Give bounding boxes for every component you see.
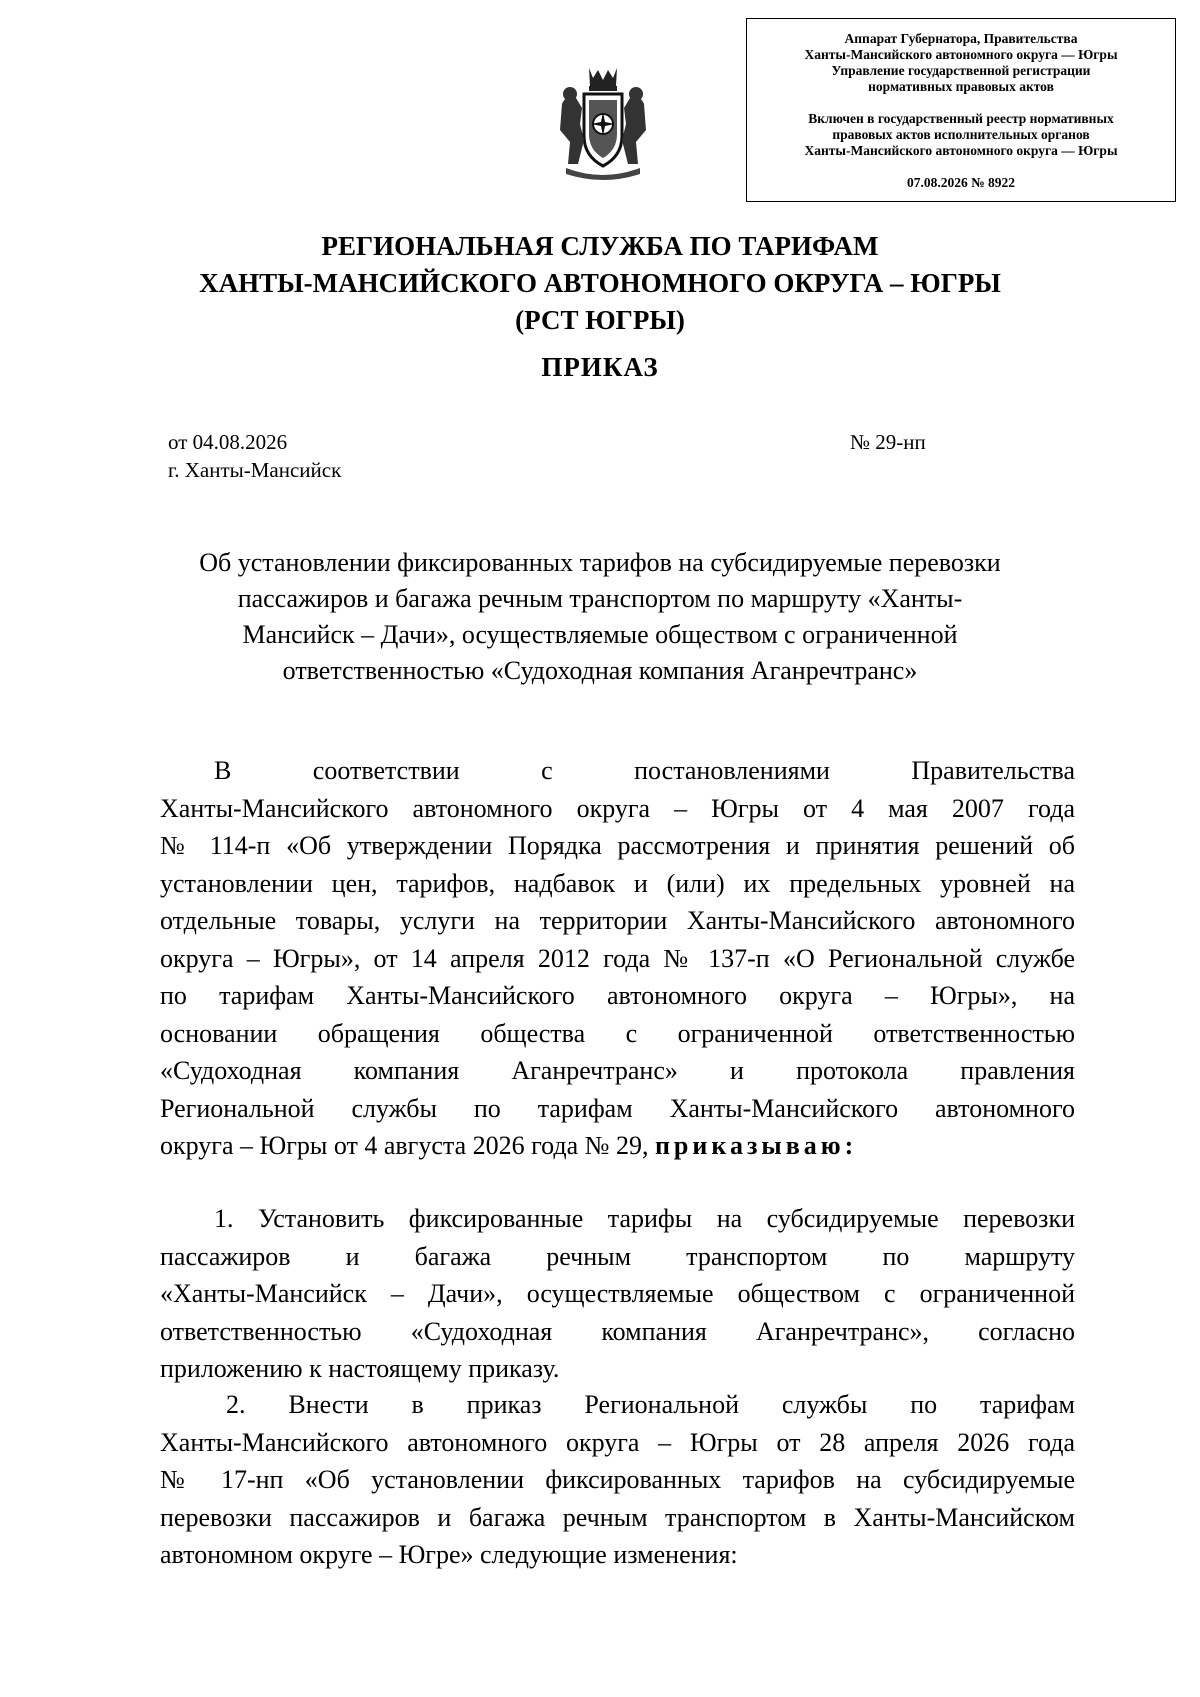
paragraph-line: округа – Югры», от 14 апреля 2012 года № 137-п «О Региональной службе [160, 943, 1075, 973]
coat-of-arms-emblem [556, 64, 650, 182]
item-2-paragraph [160, 1386, 1075, 1574]
paragraph-line-text: округа – Югры от 4 августа 2026 года № 29, [160, 1131, 649, 1160]
order-city: г. Ханты-Мансийск [168, 458, 342, 482]
paragraph-line: основании обращения общества с ограниченной ответственностью [160, 1018, 1075, 1048]
decree-word: приказываю: [654, 1131, 858, 1160]
agency-line: РЕГИОНАЛЬНАЯ СЛУЖБА ПО ТАРИФАМ [321, 231, 879, 261]
stamp-line: Ханты-Мансийского автономного округа — Югры [804, 143, 1118, 158]
paragraph-line [160, 1127, 1075, 1165]
item-1-paragraph [160, 1200, 1075, 1388]
subject-line: Мансийск – Дачи», осуществляемые обществом с ограниченной [242, 620, 958, 649]
registration-stamp [746, 18, 1176, 202]
subject-line: пассажиров и багажа речным транспортом по маршруту «Ханты- [237, 584, 963, 613]
stamp-line: Ханты-Мансийского автономного округа — Югры [804, 47, 1118, 62]
registration-date-number: 07.08.2026 № 8922 [906, 175, 1016, 190]
paragraph-line: 2. Внести в приказ Региональной службы по тарифам [226, 1390, 1075, 1419]
agency-line: ХАНТЫ-МАНСИЙСКОГО АВТОНОМНОГО ОКРУГА – ЮГРЫ [199, 268, 1001, 298]
paragraph-line: перевозки пассажиров и багажа речным транспортом в Ханты-Мансийском [160, 1502, 1075, 1532]
paragraph-line: 1. Установить фиксированные тарифы на субсидируемые перевозки [214, 1204, 1075, 1233]
stamp-line: правовых актов исполнительных органов [832, 127, 1090, 142]
paragraph-line: «Судоходная компания Аганречтранс» и протокола правления [160, 1056, 1075, 1085]
subject-line: ответственностью «Судоходная компания Аганречтранс» [282, 656, 918, 685]
agency-name [0, 228, 1200, 339]
paragraph-line: Региональной службы по тарифам Ханты-Мансийского автономного [160, 1093, 1075, 1123]
preamble-paragraph [160, 752, 1075, 1165]
paragraph-line: автономном округе – Югре» следующие изменения: [160, 1540, 738, 1569]
paragraph-line: № 114-п «Об утверждении Порядка рассмотрения и принятия решений об [160, 831, 1075, 860]
paragraph-line: В соответствии с постановлениями Правительства [214, 756, 1075, 785]
order-number: № 29-нп [850, 430, 926, 454]
document-type-heading: ПРИКАЗ [541, 352, 659, 382]
stamp-line: нормативных правовых актов [868, 79, 1054, 94]
stamp-line: Аппарат Губернатора, Правительства [844, 31, 1078, 46]
paragraph-line: Ханты-Мансийского автономного округа – Югры от 4 мая 2007 года [160, 793, 1075, 823]
paragraph-line: отдельные товары, услуги на территории Ханты-Мансийского автономного [160, 906, 1075, 935]
subject-line: Об установлении фиксированных тарифов на субсидируемые перевозки [199, 548, 1001, 577]
paragraph-line: ответственностью «Судоходная компания Аганречтранс», согласно [160, 1316, 1075, 1346]
paragraph-line: приложению к настоящему приказу. [160, 1354, 560, 1383]
paragraph-line: Ханты-Мансийского автономного округа – Югры от 28 апреля 2026 года [160, 1427, 1075, 1457]
order-subject [150, 545, 1050, 689]
paragraph-line: № 17-нп «Об установлении фиксированных тарифов на субсидируемые [160, 1465, 1075, 1494]
paragraph-line: пассажиров и багажа речным транспортом по маршруту [160, 1241, 1075, 1271]
paragraph-line: установлении цен, тарифов, надбавок и (или) их предельных уровней на [160, 868, 1075, 898]
order-date: от 04.08.2026 [168, 430, 288, 454]
paragraph-line: по тарифам Ханты-Мансийского автономного округа – Югры», на [160, 981, 1075, 1010]
stamp-line: Включен в государственный реестр нормативных [808, 111, 1114, 126]
stamp-line: Управление государственной регистрации [831, 63, 1091, 78]
paragraph-line: «Ханты-Мансийск – Дачи», осуществляемые обществом с ограниченной [160, 1279, 1075, 1308]
agency-abbreviation: (РСТ ЮГРЫ) [515, 305, 685, 335]
